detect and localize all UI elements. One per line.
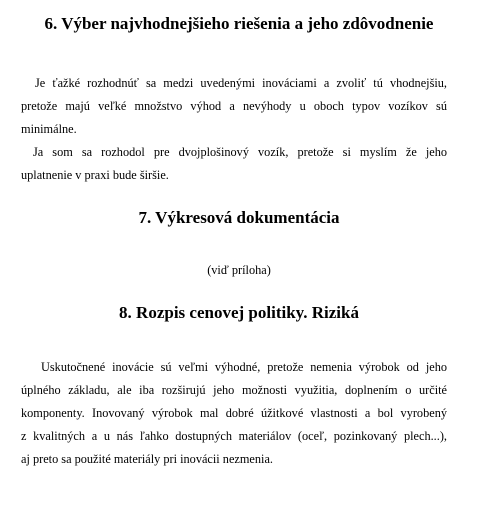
paragraph-line: Ja som sa rozhodol pre dvojplošinový vozík, pretože si myslím že jeho [33,145,447,159]
paragraph-line: Uskutočnené inovácie sú veľmi výhodné, pretože nemenia výrobok od jeho [41,360,447,374]
section-7-heading: 7. Výkresová dokumentácia [138,208,340,227]
paragraph-line: uplatnenie v praxi bude širšie. [21,168,169,182]
section-8-heading: 8. Rozpis cenovej politiky. Riziká [119,303,359,322]
section-6-heading: 6. Výber najvhodnejšieho riešenia a jeho zdôvodnenie [44,14,434,33]
paragraph-line: Je ťažké rozhodnúť sa medzi uvedenými inováciami a zvoliť tú vhodnejšiu, [35,76,447,90]
paragraph-line: komponenty. Inovovaný výrobok mal dobré úžitkové vlastnosti a bol vyrobený [21,406,447,420]
section-6-paragraph-2 [21,141,447,187]
section-8-paragraph [21,356,447,471]
paragraph-line: z kvalitných a u nás ľahko dostupných materiálov (oceľ, pozinkovaný plech...), [21,429,447,443]
paragraph-line: úplného základu, ale iba rozširujú jeho možnosti využitia, doplnením o určité [21,383,447,397]
paragraph-line: aj preto sa použité materiály pri inovácii nezmenia. [21,452,273,466]
paragraph-line: minimálne. [21,122,77,136]
section-6-paragraph-1 [21,72,447,141]
attachment-note: (viď príloha) [207,263,271,277]
paragraph-line: pretože majú veľké množstvo výhod a nevýhody u oboch typov vozíkov sú [21,99,447,113]
